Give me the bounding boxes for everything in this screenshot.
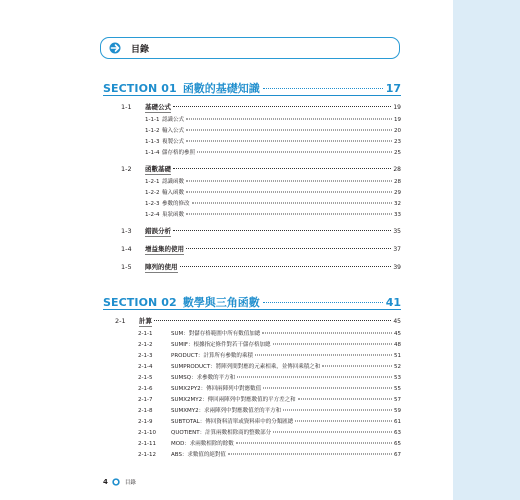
- topic-page: 59: [394, 408, 401, 414]
- side-band: [453, 0, 520, 500]
- topic-page: 29: [394, 190, 401, 196]
- topic-entry[interactable]: [103, 177, 401, 185]
- chapter-page: 35: [393, 228, 401, 235]
- topic-entry[interactable]: [103, 340, 401, 348]
- topic-title: SUMXMY2：求兩陣列中對應數值差的平方和: [171, 408, 282, 414]
- topic-entry[interactable]: [103, 362, 401, 370]
- topic-number: 1-2-3: [145, 201, 160, 207]
- topic-number: 1-2-1: [145, 179, 160, 185]
- chapter-number: 1-3: [121, 227, 132, 235]
- topic-title: 複製公式: [162, 139, 185, 145]
- topic-page: 61: [394, 419, 401, 425]
- topic-entry[interactable]: [103, 351, 401, 359]
- chapter-title: 基礎公式: [145, 103, 171, 111]
- topic-page: 57: [394, 397, 401, 403]
- leader-dots: [173, 106, 391, 107]
- leader-dots: [255, 355, 392, 356]
- topic-title: SUBTOTAL：傳回資料清單或資料庫中的分類匯總: [171, 419, 294, 425]
- topic-title: ABS：求數值的絕對值: [171, 452, 226, 458]
- leader-dots: [180, 266, 392, 267]
- chapter-title: 計算: [139, 317, 152, 325]
- chapter-page: 37: [393, 246, 401, 253]
- ring-icon: [112, 478, 120, 486]
- topic-number: 2-1-11: [138, 441, 156, 447]
- chapter-number: 2-1: [115, 317, 126, 325]
- topic-entry[interactable]: [103, 417, 401, 425]
- section-heading[interactable]: [103, 294, 401, 310]
- topic-number: 1-1-3: [145, 139, 160, 145]
- leader-dots: [186, 248, 391, 249]
- topic-title: SUMIF：根據指定條件對若干儲存格加總: [171, 342, 271, 348]
- topic-title: 儲存格的參照: [162, 150, 196, 156]
- topic-title: SUM：對儲存格範圍中所有數值加總: [171, 331, 261, 337]
- topic-entry[interactable]: [103, 384, 401, 392]
- toc-title: 目錄: [131, 44, 150, 55]
- topic-entry[interactable]: [103, 373, 401, 381]
- leader-dots: [236, 443, 392, 444]
- section-title: 數學與三角函數: [182, 296, 260, 309]
- leader-dots: [173, 168, 391, 169]
- topic-entry[interactable]: [103, 439, 401, 447]
- topic-page: 20: [394, 128, 401, 134]
- topic-title: SUMX2PY2：傳回兩陣列中對應數值: [171, 386, 262, 392]
- leader-dots: [186, 214, 392, 215]
- topic-number: 2-1-4: [138, 364, 153, 370]
- chapter-page: 45: [393, 318, 401, 325]
- topic-title: SUMX2MY2：傳回兩陣列中對應數值的平方差之和: [171, 397, 296, 403]
- leader-dots: [298, 399, 392, 400]
- toc-header: [100, 37, 400, 59]
- topic-number: 1-2-2: [145, 190, 160, 196]
- leader-dots: [192, 203, 392, 204]
- topic-entry[interactable]: [103, 329, 401, 337]
- topic-page: 28: [394, 179, 401, 185]
- section-01: [103, 80, 401, 280]
- topic-page: 33: [394, 212, 401, 218]
- topic-entry[interactable]: [103, 137, 401, 145]
- topic-title: SUMSQ：求參數的平方和: [171, 375, 236, 381]
- page-number: 4: [103, 478, 108, 486]
- chapter-title: 陣列的使用: [145, 263, 178, 271]
- page-footer: [103, 478, 136, 486]
- topic-entry[interactable]: [103, 188, 401, 196]
- topic-number: 1-1-4: [145, 150, 160, 156]
- topic-title: 輸入函數: [162, 190, 185, 196]
- chapter-entry[interactable]: [103, 262, 401, 273]
- leader-dots: [154, 320, 391, 321]
- leader-dots: [186, 141, 392, 142]
- topic-number: 1-1-2: [145, 128, 160, 134]
- topic-page: 65: [394, 441, 401, 447]
- topic-entry[interactable]: [103, 148, 401, 156]
- leader-dots: [228, 454, 392, 455]
- topic-page: 51: [394, 353, 401, 359]
- chapter-entry[interactable]: [103, 164, 401, 175]
- leader-dots: [295, 421, 392, 422]
- leader-dots: [263, 302, 383, 303]
- leader-dots: [186, 130, 392, 131]
- topic-title: 認識公式: [162, 117, 185, 123]
- topic-number: 2-1-3: [138, 353, 153, 359]
- section-title: 函數的基礎知識: [182, 82, 260, 95]
- section-page: 17: [385, 82, 401, 95]
- topic-title: MOD：求兩數相除的餘數: [171, 441, 234, 447]
- topic-entry[interactable]: [103, 395, 401, 403]
- topic-number: 2-1-6: [138, 386, 153, 392]
- topic-page: 48: [394, 342, 401, 348]
- topic-page: 63: [394, 430, 401, 436]
- chapter-page: 19: [393, 104, 401, 111]
- section-heading[interactable]: [103, 80, 401, 96]
- topic-number: 2-1-9: [138, 419, 153, 425]
- topic-page: 67: [394, 452, 401, 458]
- topic-title: PRODUCT：計算所有參數的乘積: [171, 353, 253, 359]
- topic-title: QUOTIENT：計算兩數相除商的整數部分: [171, 430, 272, 436]
- leader-dots: [283, 410, 392, 411]
- topic-entry[interactable]: [103, 115, 401, 123]
- chapter-title: 增益集的使用: [145, 245, 184, 253]
- topic-number: 2-1-10: [138, 430, 156, 436]
- chapter-number: 1-2: [121, 165, 132, 173]
- chapter-entry[interactable]: [103, 226, 401, 237]
- chapter-page: 39: [393, 264, 401, 271]
- leader-dots: [173, 230, 391, 231]
- topic-number: 1-1-1: [145, 117, 160, 123]
- topic-entry[interactable]: [103, 428, 401, 436]
- leader-dots: [186, 181, 392, 182]
- topic-page: 32: [394, 201, 401, 207]
- leader-dots: [186, 119, 392, 120]
- topic-number: 1-2-4: [145, 212, 160, 218]
- chapter-title: 函數基礎: [145, 165, 171, 173]
- arrow-right-icon: [109, 42, 125, 54]
- leader-dots: [263, 88, 383, 89]
- topic-page: 19: [394, 117, 401, 123]
- section-02: [103, 294, 401, 464]
- topic-title: 認識函數: [162, 179, 185, 185]
- topic-title: 參數的修改: [162, 201, 190, 207]
- chapter-entry[interactable]: [103, 102, 401, 113]
- topic-entry[interactable]: [103, 210, 401, 218]
- leader-dots: [186, 192, 392, 193]
- topic-number: 2-1-5: [138, 375, 153, 381]
- topic-page: 23: [394, 139, 401, 145]
- topic-title: 輸入公式: [162, 128, 185, 134]
- topic-page: 55: [394, 386, 401, 392]
- topic-title: 巢狀函數: [162, 212, 185, 218]
- topic-entry[interactable]: [103, 450, 401, 458]
- leader-dots: [273, 344, 392, 345]
- topic-entry[interactable]: [103, 406, 401, 414]
- leader-dots: [263, 388, 392, 389]
- topic-page: 25: [394, 150, 401, 156]
- topic-page: 52: [394, 364, 401, 370]
- leader-dots: [322, 366, 392, 367]
- topic-entry[interactable]: [103, 199, 401, 207]
- topic-page: 53: [394, 375, 401, 381]
- leader-dots: [262, 333, 392, 334]
- section-number: SECTION 01: [103, 82, 177, 95]
- chapter-title: 錯誤分析: [145, 227, 171, 235]
- topic-number: 2-1-7: [138, 397, 153, 403]
- topic-title: SUMPRODUCT：將陣列間對應的元素相乘，並傳回乘積之和: [171, 364, 321, 370]
- topic-number: 2-1-8: [138, 408, 153, 414]
- footer-label: 目錄: [124, 480, 136, 486]
- topic-number: 2-1-1: [138, 331, 153, 337]
- leader-dots: [197, 152, 392, 153]
- chapter-entry[interactable]: [103, 316, 401, 327]
- topic-page: 45: [394, 331, 401, 337]
- topic-number: 2-1-2: [138, 342, 153, 348]
- chapter-page: 28: [393, 166, 401, 173]
- topic-number: 2-1-12: [138, 452, 156, 458]
- topic-entry[interactable]: [103, 126, 401, 134]
- section-number: SECTION 02: [103, 296, 177, 309]
- leader-dots: [237, 377, 392, 378]
- leader-dots: [273, 432, 392, 433]
- chapter-number: 1-4: [121, 245, 132, 253]
- chapter-number: 1-5: [121, 263, 132, 271]
- chapter-entry[interactable]: [103, 244, 401, 255]
- section-page: 41: [385, 296, 401, 309]
- chapter-number: 1-1: [121, 103, 132, 111]
